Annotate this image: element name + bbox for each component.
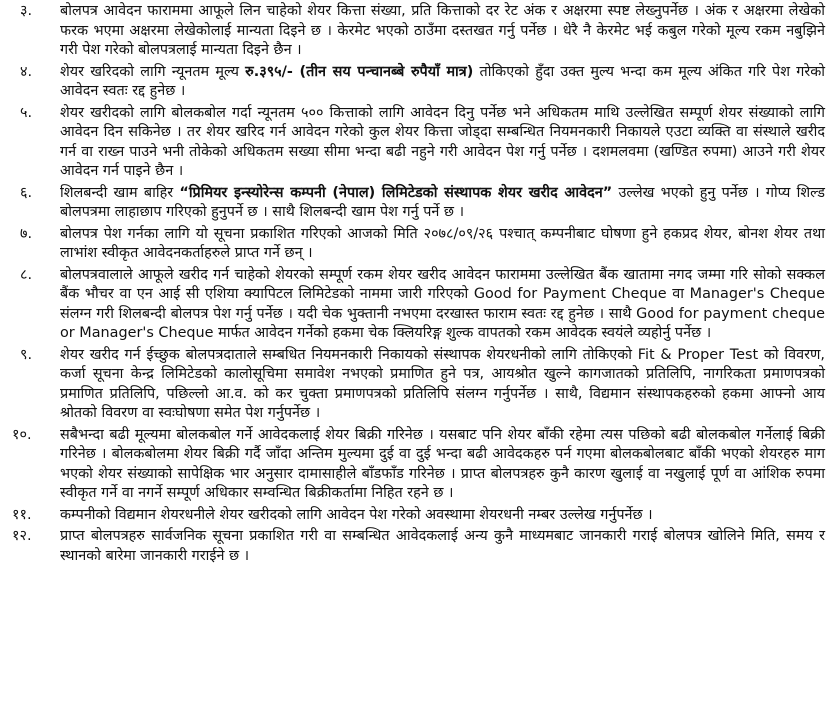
clause-text — [60, 426, 825, 504]
clause-text — [60, 184, 825, 223]
clause-9 — [12, 346, 825, 424]
clause-number: १२. — [12, 528, 32, 544]
clause-6 — [12, 184, 825, 223]
clause-text-part: बोलपत्रवालाले आफूले खरीद गर्न चाहेको शेयरको सम्पूर्ण रकम शेयर खरीद आवेदन फाराममा उल्लेखित बैंक खातामा नगद जम्मा गरि सोको सक्कल बैंक भौचर वा एन आई सी एशिया क्यापिटल लिमिटेडको नाममा जारी गरिएको Good for Payment Cheque वा Manager's Cheque संलग्न गरी शिलबन्दी बोलपत्र पेश गर्नु पर्नेछ । यदी चेक भुक्तानी नभएमा दरखास्त फाराम स्वतः रद्द हुनेछ । साथै Good for payment cheque or Manager's Cheque मार्फत आवेदन गर्नेको हकमा चेक क्लियरिङ्ग शुल्क वापतको रकम आवेदक स्वयंले व्यहोर्नु पर्नेछ । — [60, 266, 825, 341]
clause-number: १०. — [12, 426, 32, 443]
clause-number: ७. — [20, 225, 33, 242]
envelope-title-emphasis: “प्रिमियर इन्स्योरेन्स कम्पनी (नेपाल) लिमिटेडको संस्थापक शेयर खरीद आवेदन” — [179, 184, 613, 201]
clause-3 — [12, 2, 825, 61]
clause-number: ४. — [20, 63, 33, 80]
clause-text-part: तोकिएको हुँदा उक्त मुल्य भन्दा कम मूल्य अंकित गरि पेश गरेको आवेदन स्वतः रद्द हुनेछ । — [60, 63, 825, 99]
clause-number: ११. — [12, 506, 32, 523]
clause-10 — [12, 426, 825, 504]
clause-text — [60, 506, 825, 526]
clause-text-part: शेयर खरीद गर्न ईच्छुक बोलपत्रदाताले सम्बधित नियमनकारी निकायको संस्थापक शेयरधनीको लागि तोकिएको Fit & Proper Test को विवरण, कर्जा सूचना केन्द्र लिमिटेडको कालोसूचिमा समावेश नभएको प्रमाणित हुने पत्र, आयश्रोत खुल्ने कागजातको प्रतिलिपि, नागरिकता प्रमाणपत्रको प्रमाणित प्रतिलिपि, पछिल्लो आ.व. को कर चुक्ता प्रमाणपत्रको प्रतिलिपि संलग्न गर्नुपर्नेछ । साथै, विद्यमान संस्थापकहरुको हकमा आफ्नो आय श्रोतको विवरण वा स्वःघोषणा समेत पेश गर्नुपर्नेछ । — [60, 346, 825, 421]
clause-5 — [12, 104, 825, 182]
clause-text — [60, 104, 825, 182]
clause-text — [60, 527, 825, 566]
minimum-price-emphasis: रु.३९५/- (तीन सय पन्चानब्बे रुपैयाँ मात्र) — [245, 63, 474, 80]
clause-text-part: शिलबन्दी खाम बाहिर — [60, 184, 180, 201]
clause-text — [60, 346, 825, 424]
clause-text-part: कम्पनीको विद्यमान शेयरधनीले शेयर खरीदको लागि आवेदन पेश गरेको अवस्थामा शेयरधनी नम्बर उल्लेख गर्नुपर्नेछ । — [60, 506, 653, 523]
clause-number: ९. — [20, 346, 33, 363]
clause-4 — [12, 63, 825, 102]
clause-text-part: बोलपत्र आवेदन फाराममा आफूले लिन चाहेको शेयर कित्ता संख्या, प्रति कित्ताको दर रेट अंक र अक्षरमा स्पष्ट लेख्नुपर्नेछ । अंक र अक्षरमा लेखेको फरक भएमा अक्षरमा लेखेकोलाई मान्यता दिइने छ । केरमेट भएको ठाउँमा दस्तखत गर्नु पर्नेछ । धेरै नै केरमेट भई कबुल गरेको मूल्य रकम नबुझिने गरी पेश गरेको बोलपत्रलाई मान्यता दिइने छैन । — [60, 3, 825, 58]
clause-12 — [12, 527, 825, 566]
clause-number: ३. — [20, 3, 33, 19]
clause-11 — [12, 506, 825, 526]
clause-number: ८. — [20, 266, 33, 283]
clause-text-part: प्राप्त बोलपत्रहरु सार्वजनिक सूचना प्रकाशित गरी वा सम्बन्धित आवेदकलाई अन्य कुनै माध्यमबाट जानकारी गराई बोलपत्र खोलिने मिति, समय र स्थानको बारेमा जानकारी गराईने छ । — [60, 528, 825, 564]
clause-text-part: शेयर खरीदको लागि बोलकबोल गर्दा न्यूनतम ५०० कित्ताको लागि आवेदन दिनु पर्नेछ भने अधिकतम माथि उल्लेखित सम्पूर्ण शेयर संख्याको लागि आवेदन दिन सकिनेछ । तर शेयर खरिद गर्न आवेदन गरेको कुल शेयर कित्ता जोड्दा सम्बन्धित नियमनकारी निकायले एउटा व्यक्ति वा संस्थाले खरीद गर्न वा राख्न पाउने भनी तोकेको अधिकतम सख्या सीमा भन्दा बढी नहुने गरी आवेदन पेश गर्नु पर्नेछ । दशमलवमा (खण्डित रुपमा) आउने गरी शेयर आवेदन गर्न पाइने छैन । — [60, 104, 825, 179]
clause-text-part: सबैभन्दा बढी मूल्यमा बोलकबोल गर्ने आवेदकलाई शेयर बिक्री गरिनेछ । यसबाट पनि शेयर बाँकी रहेमा त्यस पछिको बढी बोलकबोल गर्नेलाई बिक्री गरिनेछ । बोलकबोलमा शेयर बिक्री गर्दै जाँदा अन्तिम मुल्यमा दुई वा दुई भन्दा बढी आवेदकहरु पर्न गएमा बोलकबोलबाट बाँकी भएको शेयरहरु माग भएको शेयर संख्याको सापेक्षिक भार अनुसार दामासाहीले बाँडफाँड गरिनेछ । प्राप्त बोलपत्रहरु कुनै कारण खुलाई वा नखुलाई पूर्ण वा आंशिक रुपमा स्वीकृत गर्ने वा नगर्ने सम्पूर्ण अधिकार सम्वन्धित बिक्रीकर्तामा निहित रहने छ । — [60, 426, 825, 501]
clause-number: ६. — [20, 184, 33, 201]
clause-text — [60, 225, 825, 264]
clause-text-part: बोलपत्र पेश गर्नका लागि यो सूचना प्रकाशित गरिएको आजको मिति २०७८/०९/२६ पश्चात् कम्पनीबाट घोषणा हुने हकप्रद शेयर, बोनश शेयर तथा लाभांश स्वीकृत आवेदनकर्ताहरुले प्राप्त गर्ने छन् । — [60, 225, 825, 261]
clause-8 — [12, 266, 825, 344]
clause-text — [60, 63, 825, 102]
clause-text — [60, 2, 825, 61]
clause-text-part: उल्लेख भएको हुनु पर्नेछ । गोप्य शिल्ड बोलपत्रमा लाहाछाप गरिएको हुनुपर्ने छ । साथै शिलबन्दी खाम पेश गर्नु पर्ने छ । — [60, 184, 826, 220]
clause-text — [60, 266, 825, 344]
clause-text-part: शेयर खरिदको लागि न्यूनतम मूल्य — [60, 63, 246, 80]
clause-number: ५. — [20, 104, 33, 121]
clause-7 — [12, 225, 825, 264]
